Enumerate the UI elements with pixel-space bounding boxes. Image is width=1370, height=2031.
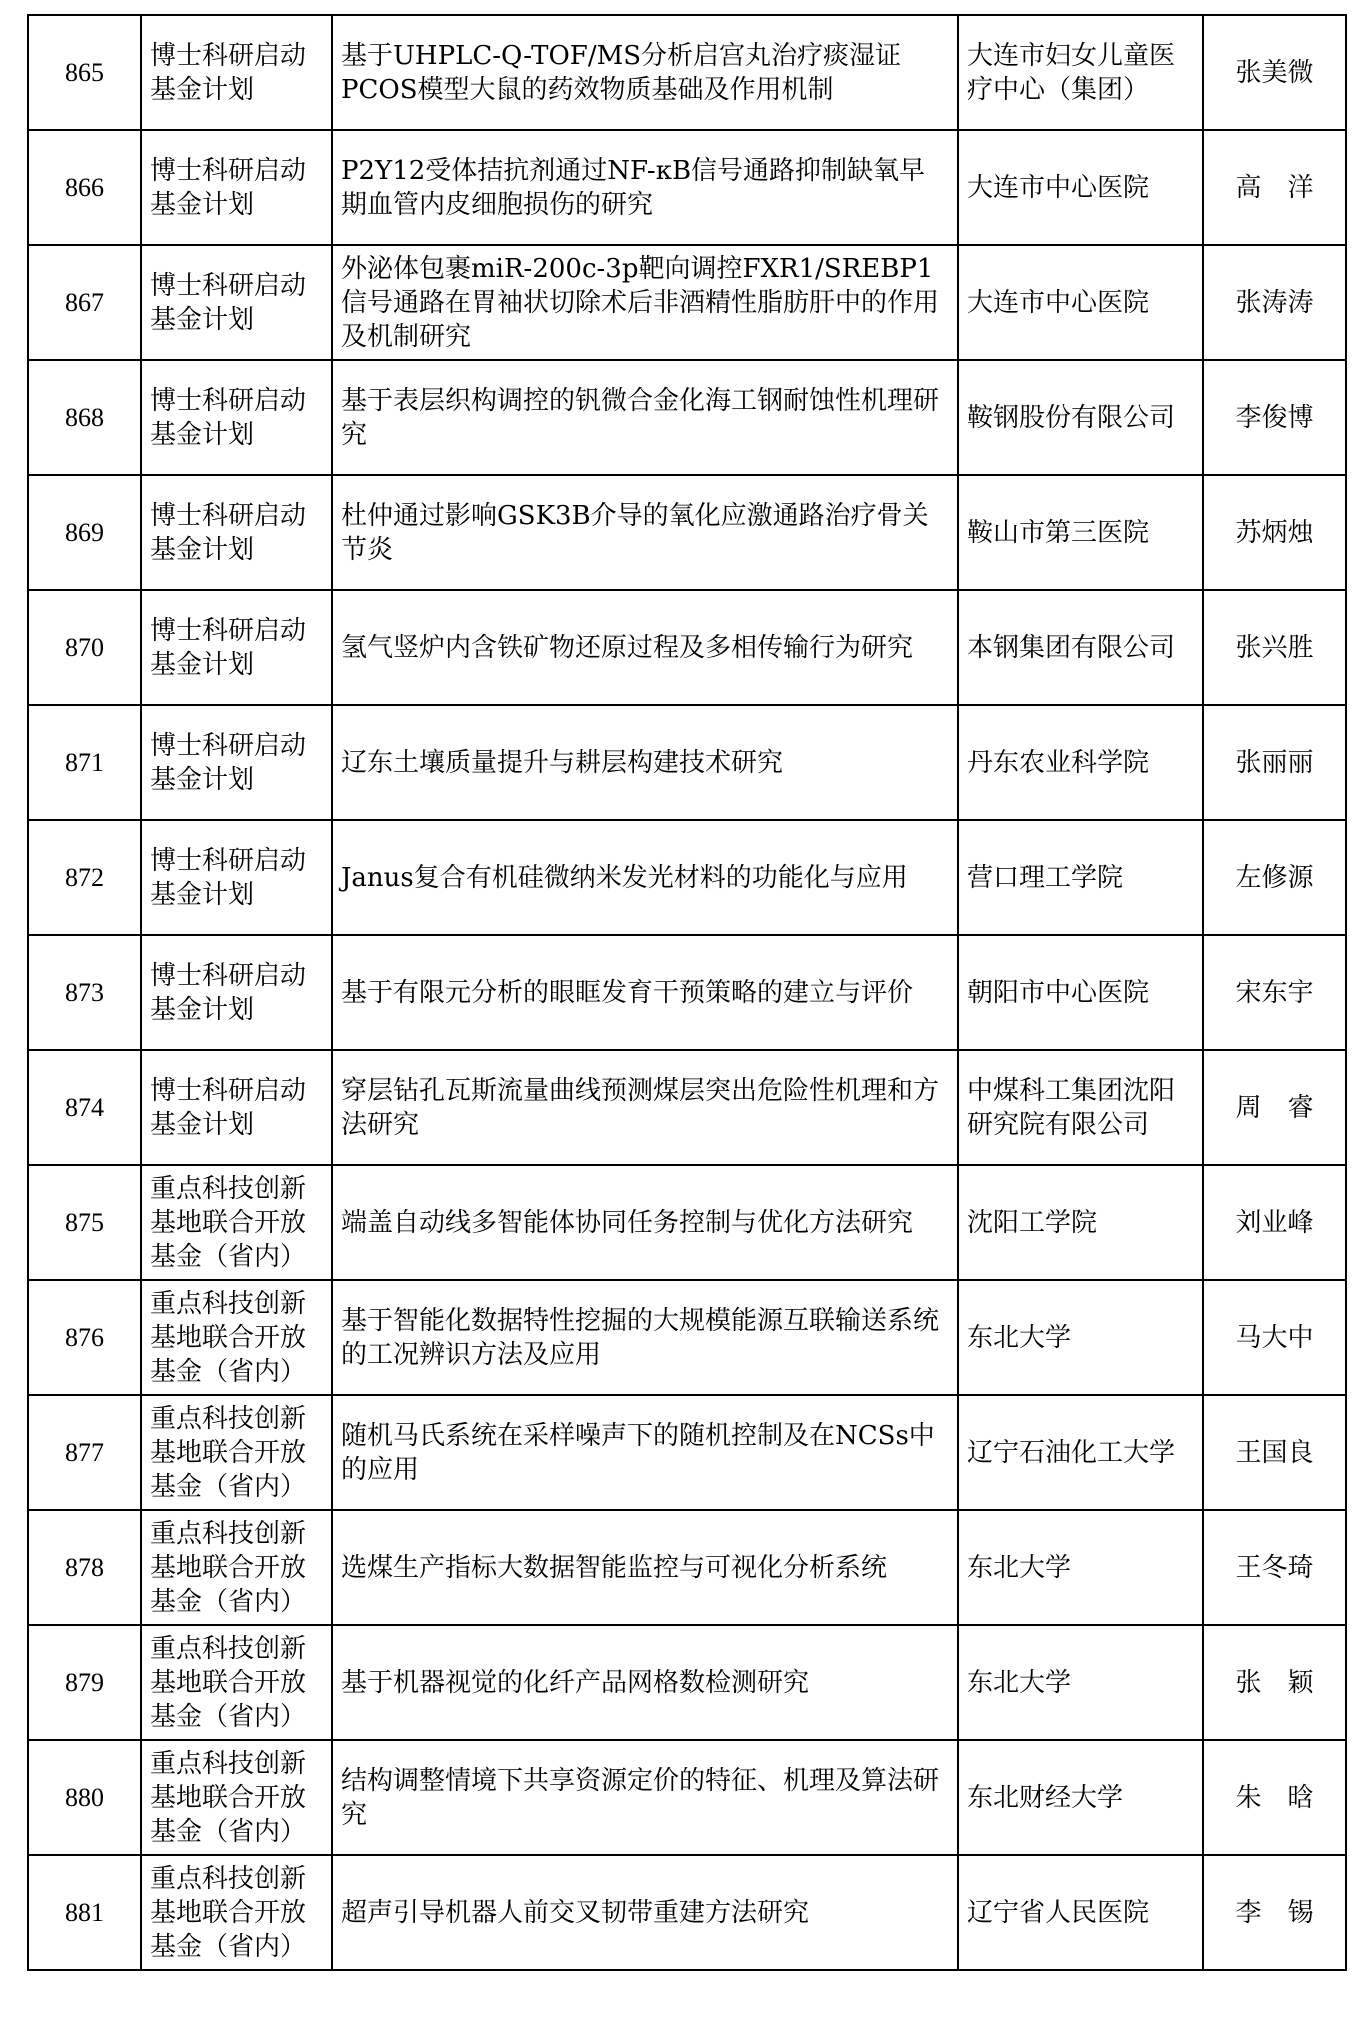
table-row: [28, 1625, 1346, 1740]
project-leader-cell: 张涛涛: [1203, 245, 1346, 360]
host-organization-cell: 大连市中心医院: [958, 130, 1203, 245]
project-leader-cell: 朱 晗: [1203, 1740, 1346, 1855]
project-leader-cell: 宋东宇: [1203, 935, 1346, 1050]
table-row: [28, 245, 1346, 360]
project-category-cell: 博士科研启动基金计划: [141, 820, 332, 935]
host-organization-cell: 辽宁石油化工大学: [958, 1395, 1203, 1510]
project-title-cell: 基于机器视觉的化纤产品网格数检测研究: [332, 1625, 958, 1740]
project-leader-cell: 左修源: [1203, 820, 1346, 935]
project-category-cell: 重点科技创新基地联合开放基金（省内）: [141, 1510, 332, 1625]
table-row: [28, 1395, 1346, 1510]
project-leader-cell: 王冬琦: [1203, 1510, 1346, 1625]
project-list-sheet: [27, 14, 1345, 1971]
project-title-cell: 基于智能化数据特性挖掘的大规模能源互联输送系统的工况辨识方法及应用: [332, 1280, 958, 1395]
host-organization-cell: 营口理工学院: [958, 820, 1203, 935]
host-organization-cell: 辽宁省人民医院: [958, 1855, 1203, 1970]
table-row: [28, 15, 1346, 130]
table-row: [28, 1280, 1346, 1395]
project-number-cell: 866: [28, 130, 141, 245]
project-category-cell: 重点科技创新基地联合开放基金（省内）: [141, 1740, 332, 1855]
project-title-cell: 超声引导机器人前交叉韧带重建方法研究: [332, 1855, 958, 1970]
project-number-cell: 879: [28, 1625, 141, 1740]
project-category-cell: 重点科技创新基地联合开放基金（省内）: [141, 1395, 332, 1510]
table-row: [28, 1050, 1346, 1165]
project-leader-cell: 张美微: [1203, 15, 1346, 130]
table-row: [28, 935, 1346, 1050]
project-table-body: [28, 15, 1346, 1970]
host-organization-cell: 东北财经大学: [958, 1740, 1203, 1855]
project-leader-cell: 苏炳烛: [1203, 475, 1346, 590]
project-category-cell: 重点科技创新基地联合开放基金（省内）: [141, 1625, 332, 1740]
project-number-cell: 868: [28, 360, 141, 475]
project-title-cell: 随机马氏系统在采样噪声下的随机控制及在NCSs中的应用: [332, 1395, 958, 1510]
project-number-cell: 875: [28, 1165, 141, 1280]
project-category-cell: 重点科技创新基地联合开放基金（省内）: [141, 1855, 332, 1970]
project-title-cell: 结构调整情境下共享资源定价的特征、机理及算法研究: [332, 1740, 958, 1855]
host-organization-cell: 东北大学: [958, 1280, 1203, 1395]
project-category-cell: 重点科技创新基地联合开放基金（省内）: [141, 1280, 332, 1395]
table-row: [28, 705, 1346, 820]
project-category-cell: 博士科研启动基金计划: [141, 1050, 332, 1165]
project-category-cell: 博士科研启动基金计划: [141, 245, 332, 360]
project-number-cell: 873: [28, 935, 141, 1050]
host-organization-cell: 东北大学: [958, 1625, 1203, 1740]
host-organization-cell: 朝阳市中心医院: [958, 935, 1203, 1050]
project-leader-cell: 李俊博: [1203, 360, 1346, 475]
host-organization-cell: 鞍钢股份有限公司: [958, 360, 1203, 475]
project-title-cell: 端盖自动线多智能体协同任务控制与优化方法研究: [332, 1165, 958, 1280]
table-row: [28, 360, 1346, 475]
project-number-cell: 880: [28, 1740, 141, 1855]
project-title-cell: P2Y12受体拮抗剂通过NF-κB信号通路抑制缺氧早期血管内皮细胞损伤的研究: [332, 130, 958, 245]
project-category-cell: 重点科技创新基地联合开放基金（省内）: [141, 1165, 332, 1280]
project-category-cell: 博士科研启动基金计划: [141, 360, 332, 475]
project-title-cell: Janus复合有机硅微纳米发光材料的功能化与应用: [332, 820, 958, 935]
project-category-cell: 博士科研启动基金计划: [141, 15, 332, 130]
project-number-cell: 871: [28, 705, 141, 820]
project-leader-cell: 张兴胜: [1203, 590, 1346, 705]
project-leader-cell: 张 颖: [1203, 1625, 1346, 1740]
project-number-cell: 865: [28, 15, 141, 130]
project-title-cell: 外泌体包裹miR-200c-3p靶向调控FXR1/SREBP1信号通路在胃袖状切除术后非酒精性脂肪肝中的作用及机制研究: [332, 245, 958, 360]
table-row: [28, 1165, 1346, 1280]
project-number-cell: 881: [28, 1855, 141, 1970]
project-number-cell: 869: [28, 475, 141, 590]
table-row: [28, 590, 1346, 705]
host-organization-cell: 本钢集团有限公司: [958, 590, 1203, 705]
project-number-cell: 870: [28, 590, 141, 705]
host-organization-cell: 中煤科工集团沈阳研究院有限公司: [958, 1050, 1203, 1165]
project-category-cell: 博士科研启动基金计划: [141, 130, 332, 245]
project-leader-cell: 张丽丽: [1203, 705, 1346, 820]
table-row: [28, 1510, 1346, 1625]
project-title-cell: 穿层钻孔瓦斯流量曲线预测煤层突出危险性机理和方法研究: [332, 1050, 958, 1165]
project-number-cell: 878: [28, 1510, 141, 1625]
project-category-cell: 博士科研启动基金计划: [141, 935, 332, 1050]
host-organization-cell: 东北大学: [958, 1510, 1203, 1625]
project-table: [27, 14, 1347, 1971]
project-title-cell: 基于有限元分析的眼眶发育干预策略的建立与评价: [332, 935, 958, 1050]
project-category-cell: 博士科研启动基金计划: [141, 590, 332, 705]
project-leader-cell: 王国良: [1203, 1395, 1346, 1510]
project-title-cell: 选煤生产指标大数据智能监控与可视化分析系统: [332, 1510, 958, 1625]
table-row: [28, 1740, 1346, 1855]
host-organization-cell: 大连市妇女儿童医疗中心（集团）: [958, 15, 1203, 130]
project-category-cell: 博士科研启动基金计划: [141, 475, 332, 590]
table-row: [28, 1855, 1346, 1970]
project-leader-cell: 刘业峰: [1203, 1165, 1346, 1280]
project-number-cell: 867: [28, 245, 141, 360]
project-category-cell: 博士科研启动基金计划: [141, 705, 332, 820]
project-leader-cell: 马大中: [1203, 1280, 1346, 1395]
project-title-cell: 基于表层织构调控的钒微合金化海工钢耐蚀性机理研究: [332, 360, 958, 475]
project-number-cell: 876: [28, 1280, 141, 1395]
project-leader-cell: 高 洋: [1203, 130, 1346, 245]
host-organization-cell: 沈阳工学院: [958, 1165, 1203, 1280]
project-leader-cell: 李 锡: [1203, 1855, 1346, 1970]
table-row: [28, 820, 1346, 935]
project-number-cell: 872: [28, 820, 141, 935]
table-row: [28, 475, 1346, 590]
host-organization-cell: 大连市中心医院: [958, 245, 1203, 360]
host-organization-cell: 鞍山市第三医院: [958, 475, 1203, 590]
project-title-cell: 氢气竖炉内含铁矿物还原过程及多相传输行为研究: [332, 590, 958, 705]
project-number-cell: 877: [28, 1395, 141, 1510]
project-title-cell: 杜仲通过影响GSK3B介导的氧化应激通路治疗骨关节炎: [332, 475, 958, 590]
host-organization-cell: 丹东农业科学院: [958, 705, 1203, 820]
project-leader-cell: 周 睿: [1203, 1050, 1346, 1165]
project-title-cell: 辽东土壤质量提升与耕层构建技术研究: [332, 705, 958, 820]
project-title-cell: 基于UHPLC-Q-TOF/MS分析启宫丸治疗痰湿证PCOS模型大鼠的药效物质基础及作用机制: [332, 15, 958, 130]
table-row: [28, 130, 1346, 245]
project-number-cell: 874: [28, 1050, 141, 1165]
